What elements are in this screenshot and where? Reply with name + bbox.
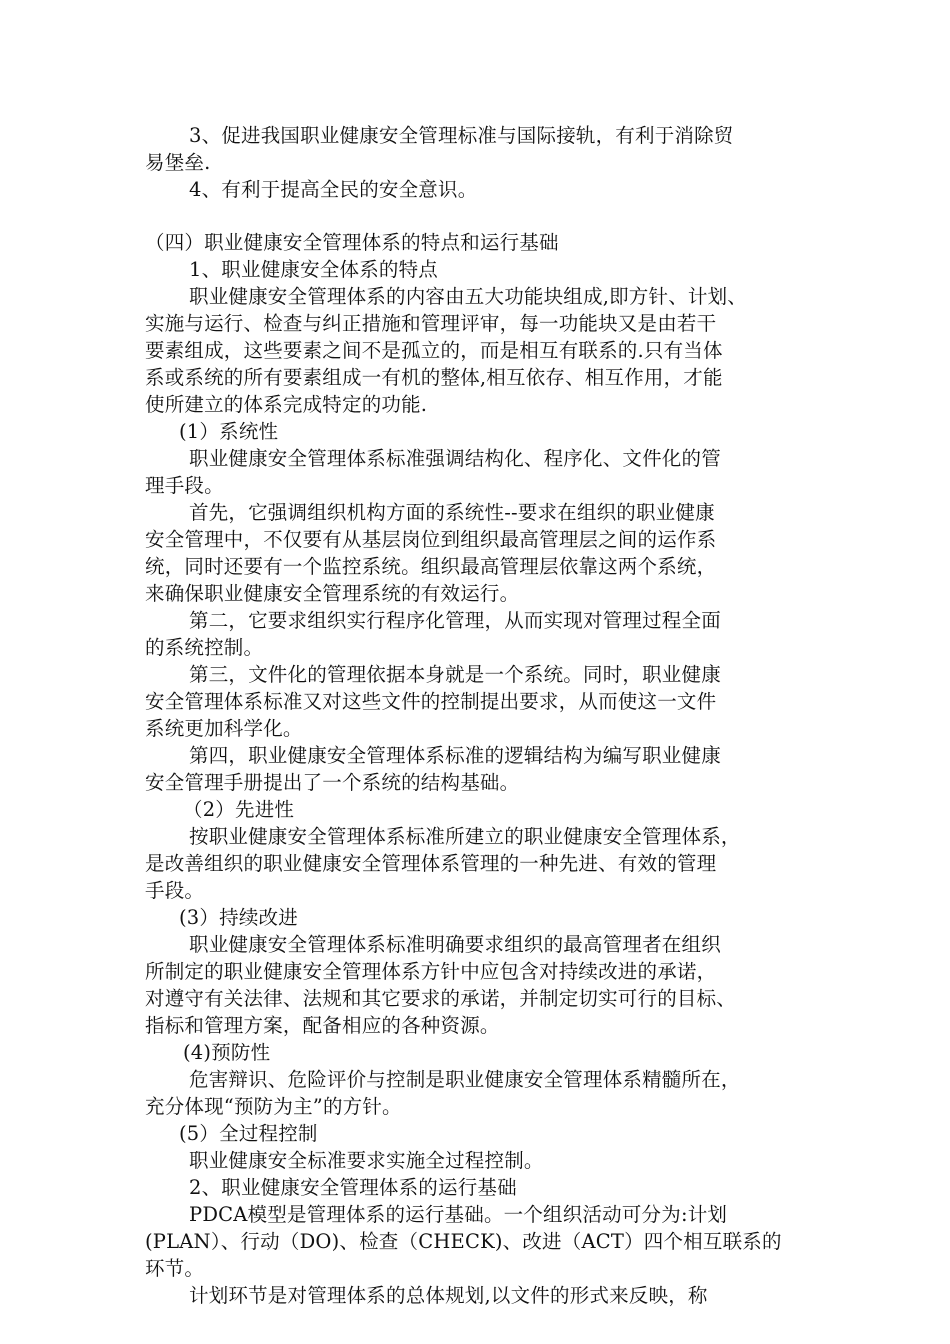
paragraph-line: 实施与运行、检查与纠正措施和管理评审，每一功能块又是由若干 (145, 312, 717, 335)
paragraph-line: 易堡垒. (145, 151, 211, 174)
paragraph-line: 是改善组织的职业健康安全管理体系管理的一种先进、有效的管理 (145, 852, 717, 875)
paragraph-line: 第三，文件化的管理依据本身就是一个系统。同时，职业健康 (189, 663, 721, 686)
paragraph-line: 环节。 (145, 1257, 205, 1280)
paragraph-line: 安全管理手册提出了一个系统的结构基础。 (145, 771, 520, 794)
paragraph-line: 第二，它要求组织实行程序化管理，从而实现对管理过程全面 (189, 609, 721, 632)
paragraph-line: 统，同时还要有一个监控系统。组织最高管理层依靠这两个系统， (145, 555, 717, 578)
paragraph-line: 职业健康安全管理体系的内容由五大功能块组成,即方针、计划、 (189, 285, 747, 308)
item-heading: (5）全过程控制 (179, 1122, 318, 1145)
blank-line (145, 203, 825, 229)
paragraph-line: 来确保职业健康安全管理系统的有效运行。 (145, 582, 520, 605)
paragraph-line: 职业健康安全管理体系标准强调结构化、程序化、文件化的管 (189, 447, 721, 470)
item-heading: (4)预防性 (183, 1041, 271, 1064)
paragraph-line: 指标和管理方案，配备相应的各种资源。 (145, 1014, 500, 1037)
paragraph-line: 的系统控制。 (145, 636, 264, 659)
paragraph-line: 安全管理体系标准又对这些文件的控制提出要求，从而使这一文件 (145, 690, 717, 713)
paragraph-line: 第四，职业健康安全管理体系标准的逻辑结构为编写职业健康 (189, 744, 721, 767)
paragraph-line: PDCA模型是管理体系的运行基础。一个组织活动可分为:计划 (189, 1203, 728, 1226)
section-heading: （四）职业健康安全管理体系的特点和运行基础 (145, 231, 559, 254)
paragraph-line: 职业健康安全管理体系标准明确要求组织的最高管理者在组织 (189, 933, 721, 956)
paragraph-line: 危害辩识、危险评价与控制是职业健康安全管理体系精髓所在， (189, 1068, 741, 1091)
paragraph-line: 系统更加科学化。 (145, 717, 303, 740)
paragraph-line: 职业健康安全标准要求实施全过程控制。 (189, 1149, 544, 1172)
paragraph-line: 使所建立的体系完成特定的功能. (145, 393, 428, 416)
paragraph-line: 手段。 (145, 879, 205, 902)
item-heading: (1）系统性 (179, 420, 279, 443)
paragraph-line: 所制定的职业健康安全管理体系方针中应包含对持续改进的承诺， (145, 960, 717, 983)
paragraph-line: 系或系统的所有要素组成一有机的整体,相互依存、相互作用，才能 (145, 366, 723, 389)
subsection-heading: 2、职业健康安全管理体系的运行基础 (189, 1176, 517, 1199)
item-heading: （2）先进性 (183, 798, 295, 821)
paragraph-line: 充分体现“预防为主”的方针。 (145, 1095, 402, 1118)
paragraph-line: (PLAN）、行动（DO)、检查（CHECK)、改进（ACT）四个相互联系的 (145, 1230, 782, 1253)
item-heading: (3）持续改进 (179, 906, 298, 929)
paragraph-line: 首先，它强调组织机构方面的系统性--要求在组织的职业健康 (189, 501, 715, 524)
document-body (145, 122, 825, 1309)
subsection-heading: 1、职业健康安全体系的特点 (189, 258, 439, 281)
paragraph-line: 4、有利于提高全民的安全意识。 (189, 178, 478, 201)
paragraph-line: 对遵守有关法律、法规和其它要求的承诺，并制定切实可行的目标、 (145, 987, 737, 1010)
paragraph-line: 安全管理中，不仅要有从基层岗位到组织最高管理层之间的运作系 (145, 528, 717, 551)
paragraph-line: 3、促进我国职业健康安全管理标准与国际接轨，有利于消除贸 (189, 124, 734, 147)
paragraph-line: 按职业健康安全管理体系标准所建立的职业健康安全管理体系， (189, 825, 741, 848)
paragraph-line: 计划环节是对管理体系的总体规划,以文件的形式来反映，称 (189, 1284, 708, 1307)
paragraph-line: 要素组成，这些要素之间不是孤立的，而是相互有联系的.只有当体 (145, 339, 723, 362)
paragraph-line: 理手段。 (145, 474, 224, 497)
